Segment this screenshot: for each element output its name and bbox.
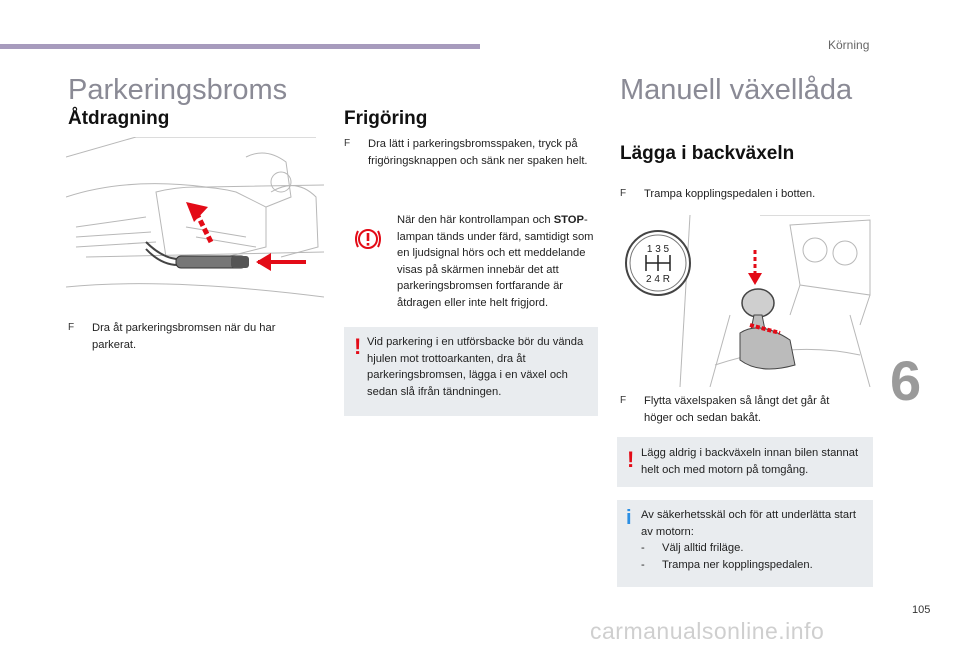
bullet-vaxelspak-text: Flytta växelspaken så långt det går åt höger och sedan bakåt. (644, 395, 830, 424)
info-item-text: Välj alltid friläge. (662, 542, 744, 554)
page-title-parkeringsbroms: Parkeringsbroms (68, 74, 288, 106)
gear-pattern-top: 1 3 5 (646, 244, 670, 255)
info-icon: i (626, 507, 632, 529)
page-number: 105 (912, 604, 931, 616)
gear-pattern-bottom: 2 4 R (646, 274, 670, 285)
handbrake-lever-image (66, 137, 324, 307)
warning-icon: ! (354, 334, 362, 359)
handbrake-illustration (66, 137, 324, 307)
brake-warning-lamp-icon (353, 224, 383, 254)
watermark-text: carmanualsonline.info (590, 618, 825, 644)
bullet-koppling (620, 186, 860, 203)
warning-parking-text: Vid parkering i en utförsbacke bör du vända hjulen mot trottoarkanten, dra åt parkeringsbromsen, lägga i en växel och sedan slå ifrån tändningen. (367, 336, 584, 398)
heading-lagga-i-backvaxeln: Lägga i backväxeln (620, 143, 795, 164)
info-content (641, 507, 867, 573)
warning-backvaxel-text: Lägg aldrig i backväxeln innan bilen stannat helt och med motorn på tomgång. (641, 447, 859, 476)
bullet-marker: F (620, 188, 627, 199)
bullet-frigoring-text: Dra lätt i parkeringsbromsspaken, tryck på frigöringsknappen och sänk ner spaken helt. (368, 138, 588, 167)
lamp-description (397, 212, 597, 311)
info-intro: Av säkerhetsskäl och för att underlätta start av motorn: (641, 509, 856, 538)
info-list-item (641, 540, 867, 557)
bullet-koppling-text: Trampa kopplingspedalen i botten. (644, 188, 816, 200)
lamp-text-pre: När den här kontrollampan och (397, 214, 551, 226)
stop-lamp-label: STOP (553, 214, 584, 226)
bullet-marker: F (620, 395, 627, 406)
info-item-text: Trampa ner kopplingspedalen. (662, 558, 813, 571)
dash-marker: - (641, 542, 645, 554)
warning-icon: ! (627, 447, 635, 472)
bullet-atdragning-text: Dra åt parkeringsbromsen när du har parkerat. (92, 322, 276, 351)
warning-box-parking (344, 327, 598, 416)
info-box-start (617, 500, 873, 587)
dash-marker: - (641, 558, 645, 571)
bullet-vaxelspak (620, 393, 860, 426)
info-list-item (641, 557, 867, 574)
bullet-marker: F (344, 138, 351, 149)
gearshift-illustration (620, 215, 872, 387)
bullet-atdragning (68, 320, 303, 353)
chapter-number: 6 (890, 349, 922, 412)
header-accent-bar (0, 44, 480, 49)
warning-box-backvaxel (617, 437, 873, 487)
bullet-frigoring (344, 136, 602, 169)
page-title-manuell-vaxellada: Manuell växellåda (620, 74, 853, 106)
bullet-marker: F (68, 322, 75, 333)
gear-lever-image (620, 215, 872, 387)
lamp-text-post: -lampan tänds under färd, samtidigt som en ljudsignal hörs och ett meddelande visas på skärmen innebär det att parkeringsbromsen fortfarande är åtdragen eller inte helt frigjord. (397, 214, 594, 309)
heading-atdragning: Åtdragning (68, 108, 170, 129)
section-label: Körning (828, 38, 870, 52)
heading-frigoring: Frigöring (344, 108, 428, 129)
